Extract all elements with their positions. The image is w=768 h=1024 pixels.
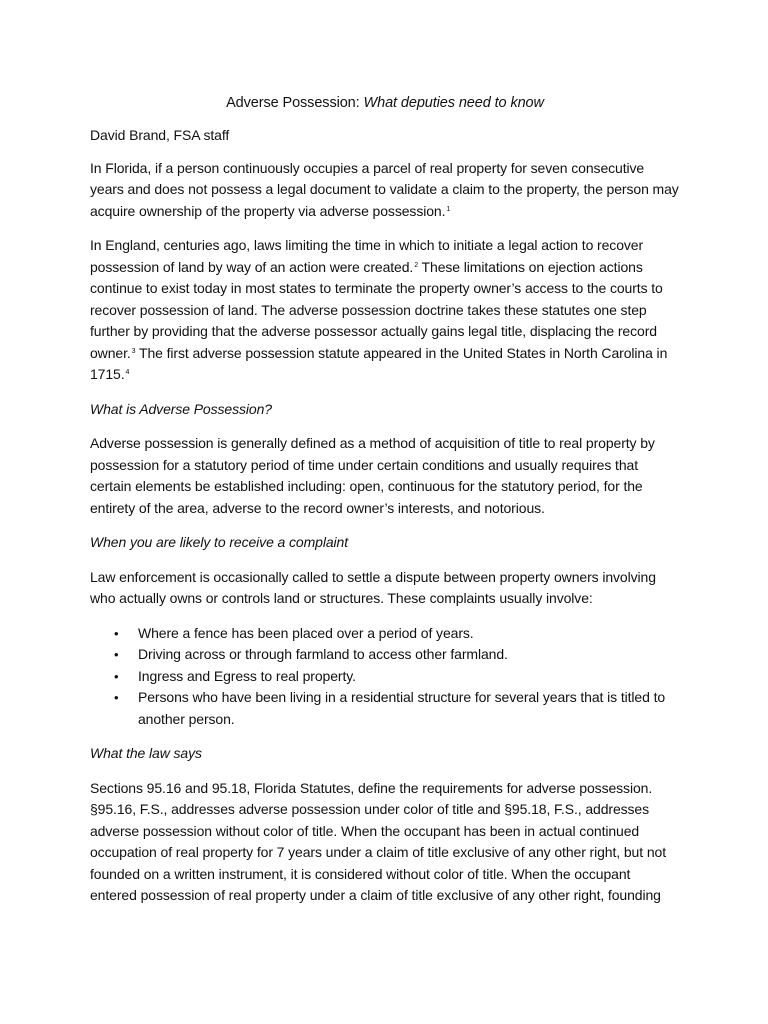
- paragraph-history: [90, 235, 680, 386]
- list-item: [90, 666, 680, 688]
- document-title: [90, 92, 680, 114]
- footnote-ref-4: 4: [125, 369, 130, 376]
- list-item-text: Driving across or through farmland to access other farmland.: [138, 646, 508, 662]
- bullet-icon: •: [114, 625, 119, 641]
- footnote-ref-3: 3: [131, 347, 136, 355]
- paragraph-complaint: Law enforcement is occasionally called to settle a dispute between property owners involving who actually owns or controls land or structures. These complaints usually involve:: [90, 568, 656, 606]
- complaint-list: [90, 623, 680, 731]
- title-subtitle: What deputies need to know: [363, 95, 544, 111]
- list-item-text: Persons who have been living in a residential structure for several years that is titled to another person.: [138, 689, 666, 727]
- footnote-ref-1: 1: [446, 205, 451, 213]
- author-line: David Brand, FSA staff: [90, 127, 230, 143]
- bullet-icon: •: [114, 647, 119, 662]
- section-heading-definition: What is Adverse Possession?: [90, 400, 272, 417]
- paragraph-intro-text: In Florida, if a person continuously occupies a parcel of real property for seven consecutive years and does not possess a legal document to validate a claim to the property, the person may acquire ownership of the property via adverse possession.: [90, 159, 679, 219]
- document-body: [90, 92, 680, 920]
- paragraph-history-text-a: In England, centuries ago, laws limiting the time in which to initiate a legal action to recover possession of land by way of an action were created.: [90, 237, 644, 275]
- paragraph-history-text-b: These limitations on ejection actions continue to exist today in most states to terminate the property owner’s access to the courts to recover possession of land. The adverse possession doctrine takes these statutes one step further by providing that the adverse possessor actually gains legal title, displacing the record owner.: [90, 258, 663, 361]
- list-item-text: Where a fence has been placed over a period of years.: [138, 624, 474, 641]
- paragraph-definition: Adverse possession is generally defined as a method of acquisition of title to real property by possession for a statutory period of time under certain conditions and usually requires that certain elements be established including: open, continuous for the statutory period, for the entirety of the area, adverse to the record owner’s interests, and notorious.: [90, 435, 655, 516]
- title-main: Adverse Possession:: [226, 95, 364, 111]
- list-item: [90, 687, 680, 730]
- section-heading-law: What the law says: [90, 745, 202, 761]
- section-heading-complaint: When you are likely to receive a complaint: [90, 534, 349, 550]
- list-item-text: Ingress and Egress to real property.: [138, 667, 356, 684]
- bullet-icon: •: [114, 690, 119, 705]
- paragraph-law: Sections 95.16 and 95.18, Florida Statutes, define the requirements for adverse possession. §95.16, F.S., addresses adverse possession under color of title and §95.18, F.S., addresses adverse possession without color of title. When the occupant has been in actual continued occupation of real property for 7 years under a claim of title exclusive of any other right, but not founded on a written instrument, it is considered without color of title. When the occupant entered possession of real property under a claim of title exclusive of any other right, founding: [90, 779, 666, 903]
- footnote-ref-2: 2: [414, 261, 419, 269]
- list-item: [90, 644, 680, 666]
- list-item: [90, 623, 680, 645]
- paragraph-history-text-c: The first adverse possession statute appeared in the United States in North Carolina in 1715.: [90, 344, 668, 382]
- bullet-icon: •: [114, 668, 119, 684]
- paragraph-intro: [90, 158, 680, 223]
